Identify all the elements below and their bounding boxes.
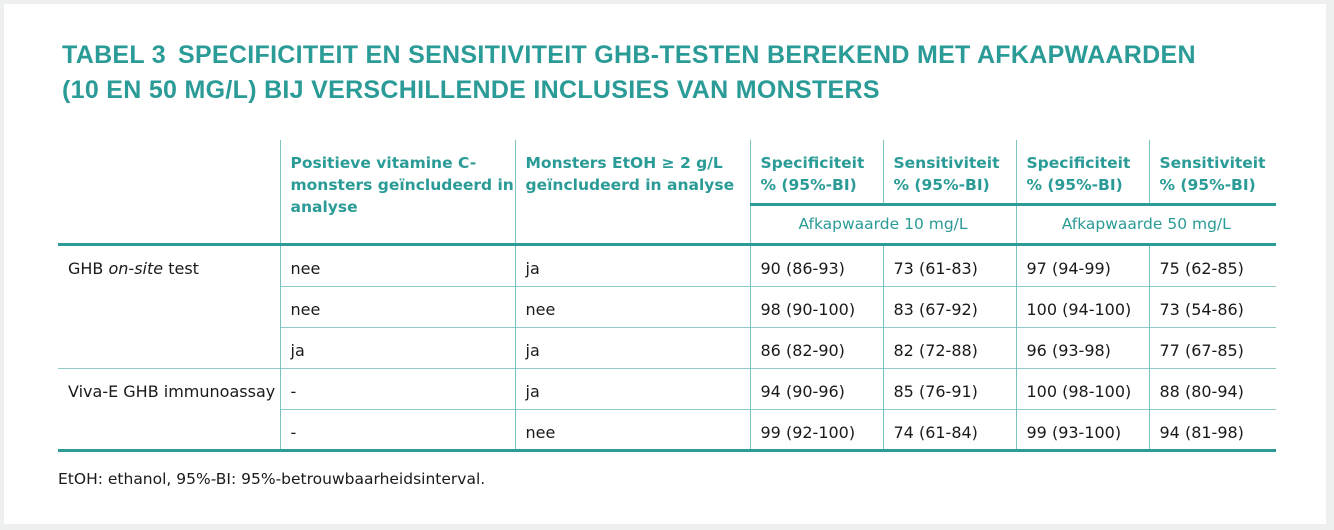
cell-sens10: 74 (61-84) (883, 409, 1016, 450)
cell-sens50: 77 (67-85) (1149, 327, 1276, 368)
cell-sens10: 83 (67-92) (883, 286, 1016, 327)
cell-spec50: 99 (93-100) (1016, 409, 1149, 450)
cell-vitc: - (280, 368, 515, 409)
header-row (58, 140, 1276, 204)
group-label-viva-e: Viva-E GHB immunoassay (68, 381, 276, 401)
cell-vitc: nee (280, 286, 515, 327)
table-row (58, 368, 1276, 409)
header-empty (58, 140, 280, 244)
cell-spec10: 90 (86-93) (750, 244, 883, 286)
cell-sens50: 75 (62-85) (1149, 244, 1276, 286)
cell-spec10: 94 (90-96) (750, 368, 883, 409)
table-row (58, 244, 1276, 286)
header-spec50: Specificiteit % (95%-BI) (1016, 140, 1149, 204)
group-label-ghb-onsite: GHB on-site test (68, 258, 199, 278)
table-title (62, 38, 1302, 108)
cell-sens10: 85 (76-91) (883, 368, 1016, 409)
cell-sens50: 94 (81-98) (1149, 409, 1276, 450)
cell-spec10: 86 (82-90) (750, 327, 883, 368)
results-table (58, 140, 1276, 452)
header-afkapwaarde-10: Afkapwaarde 10 mg/L (750, 204, 1016, 244)
cell-spec50: 100 (94-100) (1016, 286, 1149, 327)
header-afkapwaarde-50: Afkapwaarde 50 mg/L (1016, 204, 1276, 244)
header-etoh: Monsters EtOH ≥ 2 g/L geïncludeerd in analyse (515, 140, 750, 244)
cell-spec10: 98 (90-100) (750, 286, 883, 327)
cell-spec10: 99 (92-100) (750, 409, 883, 450)
cell-sens10: 73 (61-83) (883, 244, 1016, 286)
header-spec10: Specificiteit % (95%-BI) (750, 140, 883, 204)
cell-spec50: 97 (94-99) (1016, 244, 1149, 286)
cell-sens50: 73 (54-86) (1149, 286, 1276, 327)
cell-etoh: nee (515, 409, 750, 450)
cell-etoh: nee (515, 286, 750, 327)
cell-spec50: 96 (93-98) (1016, 327, 1149, 368)
cell-vitc: ja (280, 327, 515, 368)
header-sens50: Sensitiviteit % (95%-BI) (1149, 140, 1276, 204)
title-line-2: (10 EN 50 MG/L) BIJ VERSCHILLENDE INCLUSIES VAN MONSTERS (62, 76, 880, 104)
header-sens10: Sensitiviteit % (95%-BI) (883, 140, 1016, 204)
header-vitc: Positieve vitamine C-monsters geïncludeerd in analyse (280, 140, 515, 244)
cell-sens50: 88 (80-94) (1149, 368, 1276, 409)
cell-etoh: ja (515, 244, 750, 286)
cell-vitc: - (280, 409, 515, 450)
cell-spec50: 100 (98-100) (1016, 368, 1149, 409)
cell-vitc: nee (280, 244, 515, 286)
cell-etoh: ja (515, 327, 750, 368)
title-line-1: SPECIFICITEIT EN SENSITIVITEIT GHB-TESTEN BEREKEND MET AFKAPWAARDEN (177, 41, 1196, 69)
cell-etoh: ja (515, 368, 750, 409)
table-number: TABEL 3 (62, 41, 166, 69)
table-footnote: EtOH: ethanol, 95%-BI: 95%-betrouwbaarheidsinterval. (58, 470, 486, 488)
cell-sens10: 82 (72-88) (883, 327, 1016, 368)
